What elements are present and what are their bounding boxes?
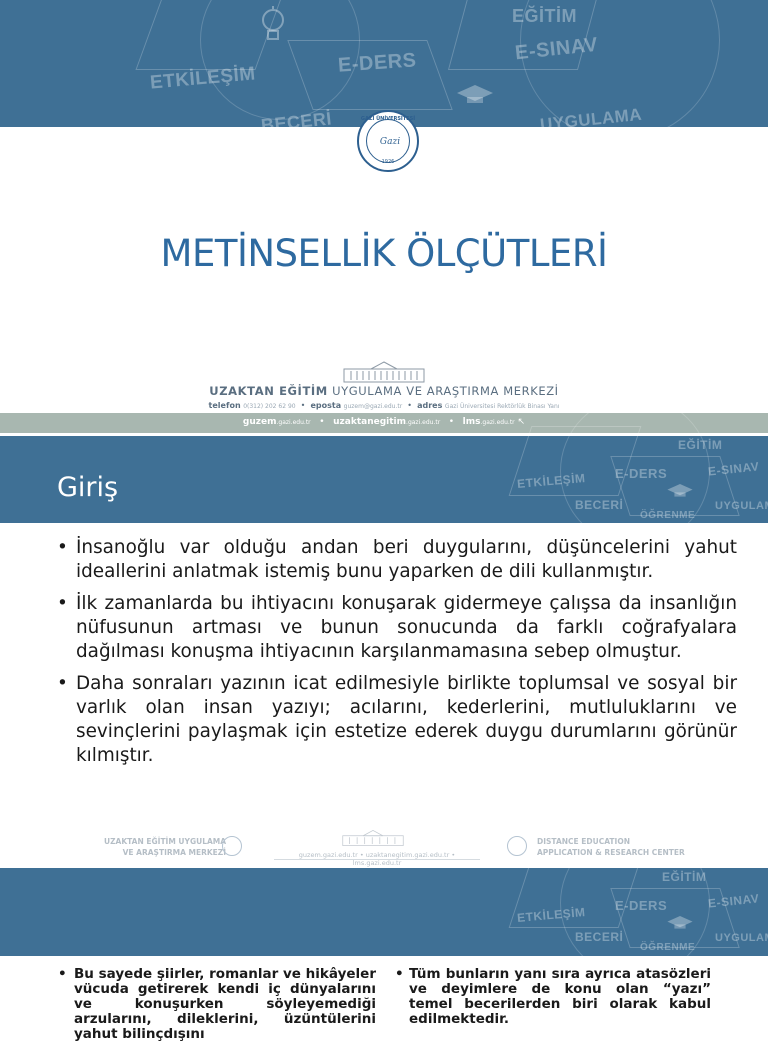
lightbulb-icon: [258, 6, 288, 50]
footer-right-line1: DISTANCE EDUCATION: [537, 837, 630, 846]
deco-word: BECERİ: [575, 498, 624, 512]
bullet-list: [57, 536, 737, 776]
deco-word: E-DERS: [615, 466, 668, 481]
link-lms-bold: lms: [462, 417, 481, 427]
link-bar: guzem.gazi.edu.tr • uzaktanegitim.gazi.edu.tr • lms.gazi.edu.tr ↖: [0, 413, 768, 433]
left-bullet-text: Bu sayede şiirler, romanlar ve hikâyeler vücuda getirerek kendi iç dünyalarını ve konuşurken söyleyemediği arzularını, dileklerini, üzüntülerini yahut bilinçdışını: [74, 966, 376, 1042]
deco-word: ÖĞRENME: [640, 510, 696, 521]
link-guzem-bold: guzem: [242, 417, 277, 427]
phone-value: 0(312) 202 62 90: [243, 403, 296, 410]
university-seal: [357, 110, 419, 172]
seal-icon: [507, 836, 527, 856]
list-item: [57, 536, 737, 584]
deco-word: EĞİTİM: [512, 6, 577, 26]
spacer: [512, 150, 513, 151]
deco-word: E-SINAV: [514, 33, 600, 65]
bullet-text: İlk zamanlarda bu ihtiyacını konuşarak gidermeye çalışsa da insanlığın nüfusunun artması ve bunun sonucunda da farklı coğrafyalara dağılması konuşma ihtiyacının karşılanmamasına sebep olmuştur.: [76, 593, 737, 662]
deco-word: ETKİLEŞİM: [149, 63, 257, 94]
address-label: adres: [417, 401, 443, 410]
institution-name: [0, 384, 768, 398]
bullet-dot: •: [57, 593, 68, 614]
deco-word: BECERİ: [575, 930, 624, 944]
contact-line: telefon 0(312) 202 62 90 • eposta guzem@gazi.edu.tr • adres Gazi Üniversitesi Rektörlük Binası Yanı: [208, 401, 560, 410]
phone-label: telefon: [208, 401, 241, 410]
right-column: [395, 967, 711, 1027]
deco-word: EĞİTİM: [678, 438, 723, 452]
bullet-dot: •: [57, 537, 68, 558]
email-value: guzem@gazi.edu.tr: [343, 403, 403, 410]
footer-left-line2: VE ARAŞTIRMA MERKEZİ: [122, 848, 227, 857]
link-uzaktanegitim[interactable]: [333, 417, 440, 427]
link-guzem-rest: .gazi.edu.tr: [276, 419, 311, 426]
footer-left-text: [104, 836, 226, 858]
deco-word: BECERİ: [260, 108, 333, 136]
footer-links: guzem.gazi.edu.tr • uzaktanegitim.gazi.edu.tr • lms.gazi.edu.tr: [298, 851, 456, 867]
building-logo: [342, 828, 404, 848]
cursor-icon: ↖: [517, 417, 526, 427]
bullet-dot: •: [58, 966, 67, 982]
left-column: [58, 967, 376, 1042]
seal-script: Gazi: [379, 137, 401, 147]
link-uzaktanegitim-rest: .gazi.edu.tr: [406, 419, 441, 426]
footer-center: [274, 828, 480, 867]
deco-word: E-SINAV: [707, 891, 760, 911]
seal-year: 1926: [381, 159, 395, 165]
link-lms-rest: .gazi.edu.tr: [480, 419, 515, 426]
deco-word: E-DERS: [337, 49, 418, 77]
deco-word: E-SINAV: [707, 459, 760, 479]
address-value: Gazi Üniversitesi Rektörlük Binası Yanı: [444, 403, 560, 410]
list-item: [57, 672, 737, 768]
deco-word: ÖĞRENME: [640, 942, 696, 953]
deco-word: UYGULAMA: [539, 104, 643, 135]
bullet-dot: •: [57, 673, 68, 694]
link-uzaktanegitim-bold: uzaktanegitim: [333, 417, 407, 427]
link-lms[interactable]: [463, 417, 515, 427]
link-guzem[interactable]: [243, 417, 311, 427]
deco-word: EĞİTİM: [662, 870, 707, 884]
institution-name-rest: UYGULAMA VE ARAŞTIRMA MERKEZİ: [327, 384, 559, 398]
bullet-dot: •: [395, 966, 404, 982]
graduation-cap-icon: [666, 914, 694, 932]
footer-right-line2: APPLICATION & RESEARCH CENTER: [537, 848, 685, 857]
slide-title: METİNSELLİK ÖLÇÜTLERİ: [160, 232, 608, 275]
title-slide: [0, 0, 768, 440]
deco-word: E-DERS: [615, 898, 668, 913]
section-heading: Giriş: [57, 472, 119, 503]
bullet-text: Daha sonraları yazının icat edilmesiyle birlikte toplumsal ve sosyal bir varlık olan insan yazıyı; acılarını, kederlerini, mutluluklarını ve sevinçlerini paylaşmak için estetize ederek duygu durumlarını görünür kılmıştır.: [76, 673, 737, 766]
seal-inner-ring: [366, 119, 410, 163]
seal-icon: [222, 836, 242, 856]
bullet-text: İnsanoğlu var olduğu andan beri duygularını, düşüncelerini yahut ideallerini anlatmak istemiş bunu yaparken de dili kullanmıştır.: [76, 537, 737, 582]
deco-word: UYGULAMA: [715, 500, 783, 512]
graduation-cap-icon: [666, 482, 694, 500]
footer-left-line1: UZAKTAN EĞİTİM UYGULAMA: [104, 837, 227, 846]
spacer: [505, 150, 506, 151]
institution-name-bold: UZAKTAN EĞİTİM: [209, 384, 328, 398]
building-logo: [343, 361, 425, 383]
deco-word: ETKİLEŞİM: [516, 905, 586, 925]
right-bullet-text: Tüm bunların yanı sıra ayrıca atasözleri ve deyimlere de konu olan “yazı” temel becerilerden biri olarak kabul edilmektedir.: [409, 966, 711, 1027]
section-banner: [0, 868, 783, 956]
deco-word: ETKİLEŞİM: [516, 471, 586, 491]
list-item: [57, 592, 737, 664]
email-label: eposta: [310, 401, 342, 410]
graduation-cap-icon: [455, 83, 495, 107]
deco-word: UYGULAMA: [715, 932, 783, 944]
seal-ring-text: GAZİ ÜNİVERSİTESİ: [360, 116, 416, 122]
top-banner: [0, 0, 768, 136]
